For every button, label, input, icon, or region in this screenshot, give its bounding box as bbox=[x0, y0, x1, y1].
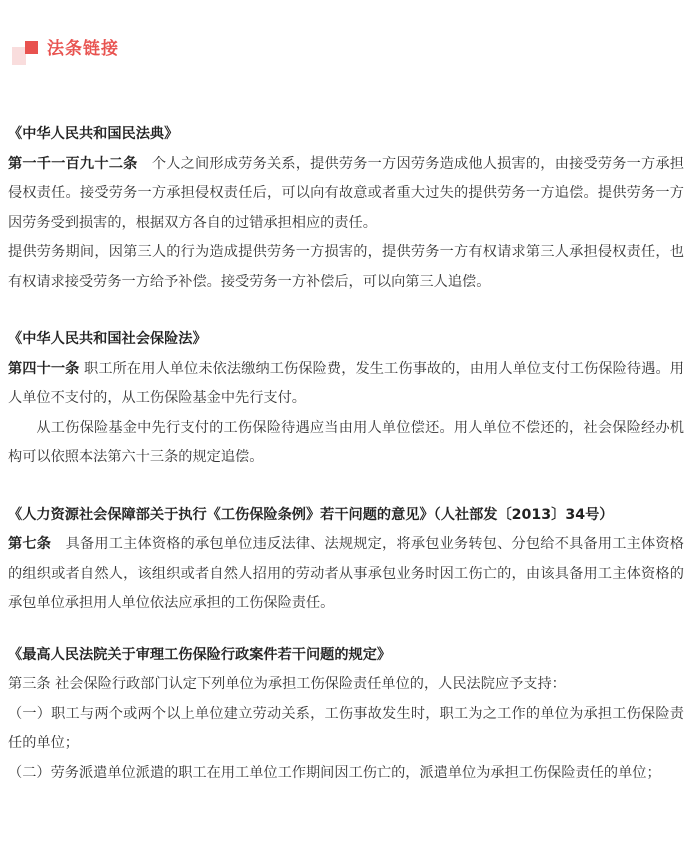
law-title: 《人力资源社会保障部关于执行《工伤保险条例》若干问题的意见》（人社部发〔2013〕34号） bbox=[8, 506, 614, 523]
law-title: 《中华人民共和国社会保险法》 bbox=[8, 331, 207, 347]
article-paragraph bbox=[8, 530, 684, 619]
article-paragraph bbox=[8, 355, 684, 414]
header-title: 法条链接 bbox=[47, 39, 119, 59]
article-spacer bbox=[137, 156, 151, 172]
spacer bbox=[8, 297, 684, 325]
section-supreme-court-provisions bbox=[8, 641, 684, 789]
law-title: 《最高人民法院关于审理工伤保险行政案件若干问题的规定》 bbox=[8, 646, 392, 663]
article-paragraph bbox=[8, 670, 684, 700]
spacer bbox=[8, 473, 684, 501]
spacer bbox=[8, 619, 684, 641]
article-number: 第一千一百九十二条 bbox=[8, 155, 138, 172]
article-spacer bbox=[51, 536, 65, 552]
article-number: 第七条 bbox=[8, 536, 52, 552]
article-text: 个人之间形成劳务关系，提供劳务一方因劳务造成他人损害的，由接受劳务一方承担侵权责任。接受劳务一方承担侵权责任后，可以向有故意或者重大过失的提供劳务一方追偿。提供劳务一方因劳务受到损害的，根据双方各自的过错承担相应的责任。 bbox=[8, 155, 684, 231]
article-text: 社会保险行政部门认定下列单位为承担工伤保险责任单位的，人民法院应予支持： bbox=[55, 676, 566, 692]
article-item: （一）职工与两个或两个以上单位建立劳动关系，工伤事故发生时，职工为之工作的单位为承担工伤保险责任的单位； bbox=[8, 705, 684, 751]
article-text: 职工所在用人单位未依法缴纳工伤保险费，发生工伤事故的，由用人单位支付工伤保险待遇。用人单位不支付的，从工伤保险基金中先行支付。 bbox=[8, 360, 684, 406]
article-number: 第三条 bbox=[8, 676, 51, 692]
section-civil-code bbox=[8, 120, 684, 297]
article-paragraph: 从工伤保险基金中先行支付的工伤保险待遇应当由用人单位偿还。用人单位不偿还的，社会保险经办机构可以依照本法第六十三条的规定追偿。 bbox=[8, 419, 684, 465]
law-title: 《中华人民共和国民法典》 bbox=[8, 126, 179, 142]
article-text: 具备用工主体资格的承包单位违反法律、法规规定，将承包业务转包、分包给不具备用工主体资格的组织或者自然人，该组织或者自然人招用的劳动者从事承包业务时因工伤亡的，由该具备用工主体资格的承包单位承担用人单位依法应承担的工伤保险责任。 bbox=[8, 536, 684, 611]
header-decoration-light bbox=[12, 47, 26, 65]
article-item: （二）劳务派遣单位派遣的职工在用工单位工作期间因工伤亡的，派遣单位为承担工伤保险责任的单位； bbox=[8, 764, 661, 781]
law-content bbox=[8, 120, 684, 788]
article-paragraph: 提供劳务期间，因第三人的行为造成提供劳务一方损害的，提供劳务一方有权请求第三人承担侵权责任，也有权请求接受劳务一方给予补偿。接受劳务一方补偿后，可以向第三人追偿。 bbox=[8, 244, 684, 290]
section-header bbox=[12, 28, 312, 72]
section-social-insurance-law bbox=[8, 325, 684, 473]
article-number: 第四十一条 bbox=[8, 360, 80, 377]
section-hr-opinion bbox=[8, 501, 684, 619]
article-paragraph bbox=[8, 150, 684, 239]
header-decoration-square-icon bbox=[25, 41, 38, 54]
